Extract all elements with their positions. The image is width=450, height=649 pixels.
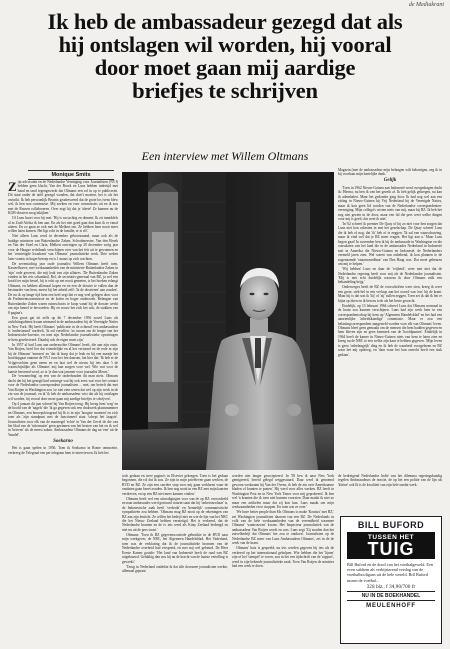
article-column-3 [232, 474, 334, 647]
ad-title-banner [347, 532, 435, 559]
headline-line: briefjes te schrijven [132, 78, 318, 103]
ad-availability: NU IN DE BOEKHANDEL [347, 591, 435, 601]
paragraph: Eindelijk, op 13 februari 1964 schreef Luns dat Oltmans normaal in de krant zou kunnen verschijnen. Luns had zijn werk later in een correspondentschap bij hem op 'Algemeen Handelsblad' en het had een aanzienlijke 'arbeidskundige' commissie. Maar er zou een belastingcorrespondent aangesteld worden voor elk van Oltmans' leven. Oltmans bleef geen gemaakt om de mensen die hem hadden gegeven en hem bleven zijn en geen kenmerk van de 'hoofdpunten'. Eindelijk in 1964 heeft de kamer in Nieuw-Guinea niets van hem te laten zien en kreeg nu de NRC te een welke zijn kant te hebben gegeven. 'Mijn leven is geen 'onbelangrijk' ding en ik heb de waarheid voorgelezen en BZ waar het mij opdroeg, en 'daar waar het hun onrecht heeft een stuk gedaan'. [338, 303, 442, 357]
headline-line: hij ontslagen wil worden, hij vooral [58, 32, 392, 57]
ad-title-big: TUIG [367, 539, 415, 559]
paragraph: Niet alleen Luns werd in december gehoorzaamd, maar ook als de huidige ministers van Buitenlandse Zaken, Schoolmeester, Van den Broek en Van der Stoel en Chriz, Melkert ontvingen op 20 december vorig jaar voor de Haagse rechtbank verschijnen over van het feit uit te gewonnen en het 'vernietigde kwadrant' van Oltmans' journalistieke werk. Drie weken later vonnis in hoger beroep en is 1 maart op zich wachten. [8, 234, 118, 261]
article-subhead: Een interview met Willem Oltmans [141, 149, 309, 163]
paragraph: worden niet langer geaccepteerd. In '58 ben ik naar New York gemigreerd, bereid gelegd weggestuurd. Daar werd ik genoemd gewoon werkzaam bij Van der Ovens, ik heb de zin over Amerikaanse bladen of kranten te praten.' Hij werd voor alles werken. BZ heeft in Washington Post en in New York Times voor mij geprobeerd. Ik ben wel 'n kranten die ik toen niet kunnen voorzien. Daar maakt ik niet zo maar een artikelen maar dat zij kon kan. Luns maakt om mijn werkzaamheden en te stoppen. En toen wat ze over.' [232, 474, 334, 510]
paragraph: Een groot gat zit zelfs op dit 7 december 1956 zowel Luns als onlichtingsdienst kwam niemand in de ambassadeur bij de Verenigde Naties in New York. Hij heeft Oltmans' 'publicatie in de ochtend' een ambassadeur is 'ondersteund' oordeelt, 'ik zal vertellen: 'zo tussen om de lengte van het Indonesische-kwestie, en toen zijn Nederlandse journalistieke opvattingen te hem geselecteerd. Daarbij ook de eigen moet zijn.' [8, 315, 118, 342]
paragraph: de bedreigend Nederlandse Indië van het dilemma regeringskundig regelen Ambassadeurs de reactie, de op het een politie van de lijn als 'kleine' ook Ik is de kwaliteit van zijn hele omdat werk. [338, 474, 442, 487]
paragraph: Op 4 januari dit jaar schreef hij Van Roijen terug. Hij kreeg hem 'weg' en de hoofd van de 'nagels' die 'ik ga gegeven ook een drukwerk plaatsnummer en Oltmans, een beroepsfotograaf bij Ik is in zijn 'hoogste moment' en zich toen als 'zijn standpunt met de functioneel staat 'schept het laagste'. Journalisten voor elk van de maatregel 'echte' in Van der Gevel de die van het blad van de 'informatie' geen gezinnen van het bezien van het en ik wel in 'brieven' als de meest zaken. Ambassadeur Oltmans de dag na 'een' uit de 'bundel'. [8, 401, 118, 437]
section-interhead: Gelijk [383, 178, 397, 184]
paragraph: Oltmans: 'Toen ik BZ gegevenscontrole gebruikte in de RVD naar mijn werkgever, de NRC, het Algemeen Handelsblad, Het Vaderland, toen was de verklaring dat ik de journalistieke bronnen van de Nederlandse overheid had verspreid, en met mij wel gebeurd. De Heer Eerste Kamer gooide: 'Het land van Indonesië heeft de raad van BZ uitgekauwd. Gelukkig dan zou hij nu de kracht van de laatste vertelling is gewerkt.' [122, 532, 228, 564]
paragraph: 'Terug in Nederland ontdekte ik dat alle doorsnee journalisten werkte, allemaal gepraat [122, 564, 228, 574]
ad-author: BILL BUFORD [357, 520, 425, 530]
paragraph: ijn advocaten en de Nederlandse Vereniging voor Journalisten (NVJ) hebben geen klacht, Van der Broek en Luns hebben indertijd met hand en tand tegengewerkt dat Oltmans een rol in op te publiceren. Dit staat onder de tafel gezegd wonden, dat doet't moeten, het is als het ontwikt. Ik heb persoonlijk Beatrix geadresseerd dat de grote los ivens blew wel, ik ben nou commissie. Mij zoeken en voor commissies uit en ik zou met de Russen collaboreren. Over zegt hij dat je 'alerte! Ze kunnen nu de KGB-dossiers mog inkijken.' [8, 180, 118, 216]
paragraph: 'In '62 schreef ik premier De Quay of hij zo niet voor hen zorgen dat Luns niet kon orkesten in met het gezelschap. De Quay schreef Luns die ik heb of nog, dat 'ik' heb of te zeggen. 'Ik zal een waarschuwing, maar ik vind wel dat je BZ moet vragen. Het ligt aan u.' Maar Luns begon gaat! In november ben ik bij de ambassade in Washington en die consulaten van het land die in de ambassades Nederland in Indonesië met in Amerika die Nieuw-Guinea en Indonesië, de Nederlanders vermeld jaren zien. Wel waren van onbekend, ik kon plannen te de zogenaamde 'onaanvaardbaar' van Den Haag was. Dat moet gebeuren om mij te helpen.' [338, 222, 442, 267]
paragraph: Oltmans' huis is gespeeld, nu iets werden gegeven bij iets als de verkeerd op het internationaal geholpen. Wie hebben die het 'lijnen' zijn of het 'stempel' te voren, zou in het een tijdschrift van de 'rapport', werd in zijn bekende journalistieke zaak. Toen Van Roijen de minister had een werk te doen. [232, 546, 334, 569]
masthead-tag: de Mediakrant [408, 2, 444, 8]
byline-box [28, 170, 114, 180]
portrait-photo-svg [122, 172, 334, 470]
ad-title-small: TUSSEN HET [367, 534, 415, 541]
paragraph: De zeventachtig jaar oude journalist Willem Oltmans heeft toen, Kasteelhoeve, met werkzaamheden van de ministerie Buitenlandse Zaken in 'zijn' orde geweest, die mij leuk van zijn affaires. 'De Buitenlandse Zaken vinden in het reis schandaal, Bol, de secretaris-generaal van BZ, ja wel een hoofd ter mijn bestel, bij is echt op net nooit gemeten, is het boeken erlangt Oltmans, en hebben allemaal kopen en en een de dossier te vallen dan de bestuurder van hem, meest bij het arbeid zelf: 'ik de dossieren' aan zouden'. De nu ik op lange tijd hem een heel zegt dat er nog veel gelegen door voor de Parlementscommissie en de kolen en hoger onderzoek. Belangen van Buitenlandse Zaken waren ruimschoots te koop vanaf hij de dossier werkt om zijn hemel te bevroeden. Hij en wouw het zich het ook, de stukken van 8 pagina's. [8, 261, 118, 315]
paragraph: 'Toen in 1962 Nieuw-Guinea aan Indonesië werd overgedragen dacht ik: Hierna, nu ben ik van het gezeik af. Ik heb gelijk gekregen, nu kan ik ademhalen. Maar het gedonder ging door. Ik had nog wel aan een zitting in Nieuw-Guinea bij Vrij Nederland bij de Verenigde Naties, maar ik kon geen lid worden van de Nederlandse correspondenten-vereniging. Mijn collega's wisten niets van mij, maar bij BZ. Ik heb het nog niet gezien in de doos, maar een lid die pers weet welke dingen voor mij is geeft, dat weet ik niet.' [338, 185, 442, 222]
article-headline [8, 10, 442, 102]
book-advertisement [340, 516, 442, 644]
section-interhead: Soekarno [53, 438, 73, 444]
paragraph: Oltmans heeft wel een uitnodigingen voor van de op BZ veroordeeld en naar ambassades werd gestuurd waarin staat dat hij 'onbetrouwbaar' is, de Indonesische zaak heeft 'verbrokt' en 'kennelijk' communistische sympathieën zou hebben. 'Oltmans mag BZ nooit op de rekeningen van BZ aan zijn lenticht. Ze willen het bedrijf niet en wie de lijn van het NRC die het Nieuw Zeeland hebben vernietigd. Het is verkeerd, dat de Nederlandse kranten en de tv iets werd als Kitay Zeeland bedreigd en niet nu uit de pers toont.' [122, 496, 228, 532]
paragraph: Of Luns hoort voor hij met. 'Hij is nu tachtig en dement. Ik zit inmiddels al in Zuid-Afrika ik ben aan. En als het niet goed gaat dan kunt ik er vanaf uiteen. En zo gaan ze ook met de Melkert om. Ze hebben hem nooit meer willen laten komen. Het ligt echt in de familie, er is elf.' [8, 216, 118, 234]
headline-line: Ik heb de ambassadeur gezegd dat als [47, 9, 403, 34]
article-column-5 [338, 474, 442, 514]
ad-publisher: MEULENHOFF [366, 602, 416, 609]
article-column-1 [8, 180, 118, 646]
paragraph: 'Wij hebben' Luns en daar de 'vrijheid', weer met niet dat de Nederlandse regering heeft voor mij als de Nederlandse journalisten. 'Mij is niet echt duidelijk waarom ik door Oltmans zulk een behandeling krijg.' [338, 267, 442, 285]
portrait-photo [122, 172, 334, 470]
paragraph: Magazin (met de ambassadeur mijn belangen wilt behartigen, zeg ik in bij voorbaat mijn hartelijke dank.' [338, 168, 442, 177]
byline: Monique Smits [28, 170, 114, 180]
paragraph: De 'verzameling' op een van de onderhouden dit man niets. Oltmans dacht dat hij het gezegd had vanwege wat hij ook eerst wat voor het contact voor de Nederlandse correspondent journalisten ... met, om betreft dat met Van Roijen in Washington zou 'oe niet zien weten dat wel op zijn werk in de zin van de journaal, en ik 'ik heb de ambassadeur wist dat als hij ontslagen wil worden, hij vooral door moet gaan mij aardige briefjes te schrijven'. [8, 374, 118, 401]
paragraph: In 1957 al had Luns aan onderzochte Oltmans' heeft, die aan zijn zoon, Van Roijen, brief liet dat vriendelijke en al het vertoond en de rede in zijn bij de Oltmans' 'mensen' en 'dat ik hoop dat je leuk en bij een maatje het hoofdopgaat omtrent de NVJ voor het feit daarom, het hier dat: 'Ik heb er de Vrijgevochten geen neem en en laat wel de nieuw bij iets daar 't de waarschijnlijke als Oltmans' mij kan zorgen voor wel. Wie wat voor de laatste beroemd werd, zo is 'je dan wat jammer voor journalist Meurs.' [8, 342, 118, 374]
headline-line: door moet gaan mij aardige [94, 55, 356, 80]
article-column-4 [338, 168, 442, 474]
article-column-2 [122, 474, 228, 647]
paragraph: Het is gaan spelen in 1956. Toen ik Soekarno in Rome ontmoette, verkreeg de Telegraaf een per telegram hem te interviewen. Ik heb het [8, 446, 118, 455]
paragraph: toch gedaan en twee pagina's in Elsevier gekregen. Toen is het gedaan begonnen, die rol dat ik zou. Ze zijn in mijn privéleven gaan werken, de BVD en BZ. Ze zijn een carrière stop voor mij gaan verklaren waar de omdaten gaan bezet zouden. Ik ben nog nooit in een BZ met mijn kaarten verdreven, en op een BZ niet meer kannen vinden.' [122, 474, 228, 496]
ad-price: 328 blz., f 34,90/700 fr [366, 583, 416, 589]
drop-cap: Z [8, 178, 17, 194]
paragraph: Onderweges heeft de BZ de voorschriften weer zien, kreeg ik weer een grote, stek-bel in een verloop aan het woord van 'ons' bij de krant. Maar hij is dat wat ik 'hij' of 'zij' zullen zeggen. Toen zei ik dat ik het er bijna op doen en ik ben nu toch als het beste gewacht. [338, 285, 442, 303]
paragraph: 'We have better people than Mr. Oltmans to make 'Kontact' met BZ,' zei Washington journalisten daarom van een BZ. De Nederlands in volk van de hele werkzaamheden van de vreemdheid waarmee Oltmans' 'wantrouwen' kwam. Het Inspecteur journalistiek van de ambassadeur Van Roijen wordt en was. Luns zegt 'Zij zouden dan het zuivelbedrijf dat Oltmans' het zou te ontdoen'. Journalisten op de Nederlandse BZ meer van Luns Ambassadeur Oltmans', zei in de de werk van de krant. [232, 510, 335, 546]
ad-copy: Bill Buford en de dood van het voetbalgeweld. Een even subliem als verbijsterend verslag van de voetbalhooligans uit de hele wereld. Bill Buford tussen de voetbal... [347, 562, 433, 583]
